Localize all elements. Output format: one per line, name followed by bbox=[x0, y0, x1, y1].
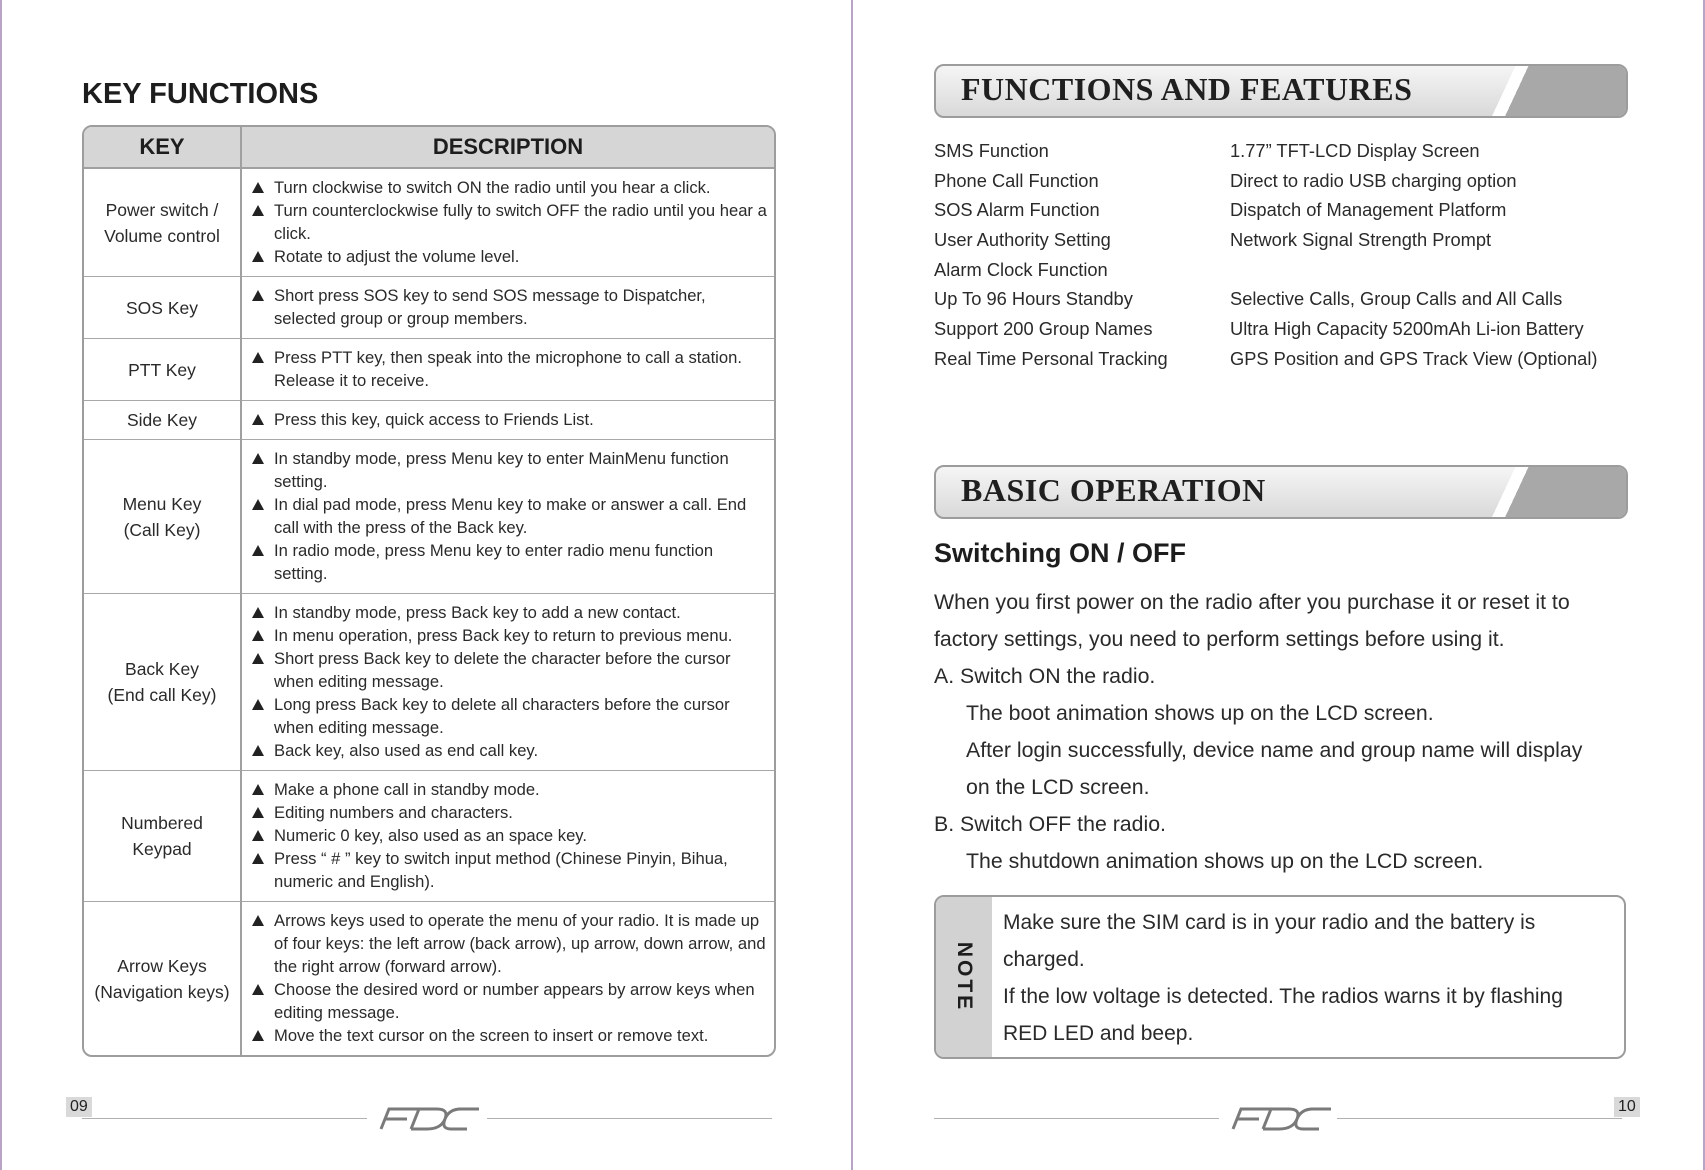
key-name-line: PTT Key bbox=[128, 359, 196, 380]
triangle-bullet-icon bbox=[252, 915, 264, 926]
feature-item: Support 200 Group Names bbox=[934, 318, 1153, 340]
table-row bbox=[84, 401, 774, 440]
description-item bbox=[252, 284, 768, 330]
feature-item: GPS Position and GPS Track View (Optional) bbox=[1230, 347, 1598, 369]
key-name-line: Menu Key bbox=[122, 493, 202, 514]
table-row bbox=[84, 277, 774, 339]
triangle-bullet-icon bbox=[252, 784, 264, 795]
description-column-header: DESCRIPTION bbox=[241, 127, 774, 168]
description-text: In dial pad mode, press Menu key to make or answer a call. End call with the press of the Back key. bbox=[274, 495, 747, 537]
page-number: 09 bbox=[66, 1097, 92, 1117]
description-text: Arrows keys used to operate the menu of your radio. It is made up of four keys: the left arrow (back arrow), up arrow, down arrow, and the right arrow (forward arrow). bbox=[274, 911, 766, 976]
description-item bbox=[252, 493, 768, 539]
description-cell bbox=[241, 339, 774, 401]
note-line: If the low voltage is detected. The radios warns it by flashing bbox=[1003, 985, 1563, 1008]
description-cell bbox=[241, 440, 774, 594]
basic-operation-text bbox=[934, 584, 1634, 880]
triangle-bullet-icon bbox=[252, 653, 264, 664]
key-name-line: Arrow Keys bbox=[117, 955, 207, 976]
note-box bbox=[934, 895, 1626, 1059]
description-item bbox=[252, 199, 768, 245]
table-row bbox=[84, 168, 774, 277]
feature-item: Real Time Personal Tracking bbox=[934, 347, 1168, 369]
page-number: 10 bbox=[1614, 1097, 1640, 1117]
description-cell bbox=[241, 771, 774, 902]
table-row bbox=[84, 594, 774, 771]
description-item bbox=[252, 847, 768, 893]
feature-item: 1.77” TFT-LCD Display Screen bbox=[1230, 140, 1480, 161]
triangle-bullet-icon bbox=[252, 290, 264, 301]
description-text: Press this key, quick access to Friends List. bbox=[274, 410, 594, 429]
key-name-cell bbox=[84, 401, 241, 440]
description-item bbox=[252, 245, 768, 268]
feature-item: Phone Call Function bbox=[934, 169, 1099, 191]
feature-item bbox=[1230, 255, 1634, 285]
body-paragraph: B. Switch OFF the radio. bbox=[934, 812, 1166, 836]
table-row bbox=[84, 771, 774, 902]
body-paragraph: The boot animation shows up on the LCD screen. bbox=[966, 701, 1434, 725]
key-name-line: Keypad bbox=[132, 839, 192, 859]
key-functions-table bbox=[82, 125, 776, 1057]
description-item bbox=[252, 1024, 768, 1047]
switching-heading: Switching ON / OFF bbox=[934, 538, 1186, 568]
fdc-logo bbox=[375, 1105, 480, 1131]
key-name-cell bbox=[84, 902, 241, 1056]
feature-item: Up To 96 Hours Standby bbox=[934, 288, 1133, 310]
body-paragraph: The shutdown animation shows up on the LCD screen. bbox=[966, 849, 1484, 873]
description-text: Back key, also used as end call key. bbox=[274, 741, 539, 760]
section-title: BASIC OPERATION bbox=[961, 472, 1266, 508]
feature-item: User Authority Setting bbox=[934, 229, 1111, 251]
table-row bbox=[84, 339, 774, 401]
description-item bbox=[252, 778, 768, 801]
triangle-bullet-icon bbox=[252, 853, 264, 864]
fdc-logo bbox=[1227, 1105, 1332, 1131]
key-name-line: Volume control bbox=[104, 225, 220, 246]
key-name-line: (Call Key) bbox=[123, 519, 201, 540]
basic-operation-header bbox=[934, 465, 1628, 519]
key-name-cell bbox=[84, 277, 241, 339]
description-item bbox=[252, 824, 768, 847]
triangle-bullet-icon bbox=[252, 699, 264, 710]
description-item bbox=[252, 447, 768, 493]
body-paragraph: When you first power on the radio after you purchase it or reset it to bbox=[934, 590, 1570, 614]
key-name-line: Power switch / bbox=[105, 199, 219, 220]
description-item bbox=[252, 176, 768, 199]
key-name-cell bbox=[84, 168, 241, 277]
features-list bbox=[934, 136, 1634, 374]
description-text: In radio mode, press Menu key to enter radio menu function setting. bbox=[274, 541, 714, 583]
features-section-header bbox=[934, 64, 1628, 118]
note-line: Make sure the SIM card is in your radio and the battery is bbox=[1003, 911, 1536, 934]
triangle-bullet-icon bbox=[252, 545, 264, 556]
section-title: FUNCTIONS AND FEATURES bbox=[961, 71, 1413, 107]
key-column-header: KEY bbox=[84, 127, 241, 168]
triangle-bullet-icon bbox=[252, 352, 264, 363]
description-item bbox=[252, 647, 768, 693]
triangle-bullet-icon bbox=[252, 607, 264, 618]
note-line: charged. bbox=[1003, 948, 1085, 971]
description-cell bbox=[241, 401, 774, 440]
note-line: RED LED and beep. bbox=[1003, 1022, 1194, 1045]
feature-item: SOS Alarm Function bbox=[934, 199, 1100, 221]
triangle-bullet-icon bbox=[252, 1030, 264, 1041]
triangle-bullet-icon bbox=[252, 630, 264, 641]
description-item bbox=[252, 693, 768, 739]
triangle-bullet-icon bbox=[252, 745, 264, 756]
triangle-bullet-icon bbox=[252, 182, 264, 193]
feature-item: SMS Function bbox=[934, 140, 1049, 161]
left-page-border bbox=[0, 0, 2, 1170]
key-name-line: (Navigation keys) bbox=[94, 981, 230, 1002]
key-name-cell bbox=[84, 339, 241, 401]
body-paragraph: factory settings, you need to perform settings before using it. bbox=[934, 627, 1505, 651]
note-label: NOTE bbox=[953, 941, 976, 1013]
table-row bbox=[84, 902, 774, 1056]
feature-item: Alarm Clock Function bbox=[934, 258, 1108, 280]
triangle-bullet-icon bbox=[252, 499, 264, 510]
description-text: Choose the desired word or number appears by arrow keys when editing message. bbox=[274, 980, 755, 1022]
triangle-bullet-icon bbox=[252, 251, 264, 262]
description-cell bbox=[241, 594, 774, 771]
description-item bbox=[252, 346, 768, 392]
description-text: Turn counterclockwise fully to switch OFF the radio until you hear a click. bbox=[274, 201, 767, 243]
description-item bbox=[252, 978, 768, 1024]
description-text: Numeric 0 key, also used as an space key. bbox=[274, 826, 587, 845]
footer-line bbox=[82, 1118, 367, 1119]
description-item bbox=[252, 909, 768, 978]
description-text: Turn clockwise to switch ON the radio until you hear a click. bbox=[274, 178, 711, 197]
footer-line bbox=[934, 1118, 1219, 1119]
description-text: Move the text cursor on the screen to insert or remove text. bbox=[274, 1026, 709, 1045]
description-text: Short press Back key to delete the character before the cursor when editing message. bbox=[274, 649, 731, 691]
triangle-bullet-icon bbox=[252, 205, 264, 216]
description-text: Press PTT key, then speak into the microphone to call a station. Release it to receive. bbox=[274, 348, 742, 390]
feature-item: Ultra High Capacity 5200mAh Li-ion Battery bbox=[1230, 318, 1584, 340]
description-text: In standby mode, press Menu key to enter MainMenu function setting. bbox=[274, 449, 729, 491]
note-tab bbox=[936, 897, 992, 1057]
key-name-line: Numbered bbox=[121, 813, 203, 833]
description-item bbox=[252, 601, 768, 624]
description-text: Short press SOS key to send SOS message to Dispatcher, selected group or group members. bbox=[274, 286, 706, 328]
description-cell bbox=[241, 277, 774, 339]
description-item bbox=[252, 539, 768, 585]
triangle-bullet-icon bbox=[252, 807, 264, 818]
body-paragraph: A. Switch ON the radio. bbox=[934, 664, 1156, 688]
feature-item: Selective Calls, Group Calls and All Calls bbox=[1230, 288, 1563, 310]
key-name-line: SOS Key bbox=[126, 297, 198, 318]
description-text: Rotate to adjust the volume level. bbox=[274, 247, 520, 266]
description-text: Make a phone call in standby mode. bbox=[274, 780, 540, 799]
key-name-cell bbox=[84, 771, 241, 902]
description-item bbox=[252, 801, 768, 824]
description-cell bbox=[241, 168, 774, 277]
triangle-bullet-icon bbox=[252, 830, 264, 841]
key-name-cell bbox=[84, 440, 241, 594]
footer-line bbox=[487, 1118, 772, 1119]
description-text: Long press Back key to delete all characters before the cursor when editing message. bbox=[274, 695, 730, 737]
triangle-bullet-icon bbox=[252, 414, 264, 425]
key-name-line: Side Key bbox=[126, 410, 198, 430]
description-cell bbox=[241, 902, 774, 1056]
note-text bbox=[1003, 904, 1563, 1052]
footer-line bbox=[1337, 1118, 1622, 1119]
feature-item: Network Signal Strength Prompt bbox=[1230, 229, 1492, 251]
feature-item: Dispatch of Management Platform bbox=[1230, 199, 1507, 221]
feature-item: Direct to radio USB charging option bbox=[1230, 169, 1517, 191]
description-item bbox=[252, 408, 768, 431]
key-name-line: (End call Key) bbox=[107, 685, 217, 705]
body-paragraph: After login successfully, device name and group name will display bbox=[966, 738, 1583, 762]
description-text: Editing numbers and characters. bbox=[274, 803, 513, 822]
description-text: Press “ # ” key to switch input method (Chinese Pinyin, Bihua, numeric and English). bbox=[274, 849, 728, 891]
body-paragraph: on the LCD screen. bbox=[966, 775, 1150, 799]
table-row bbox=[84, 440, 774, 594]
triangle-bullet-icon bbox=[252, 984, 264, 995]
page-title: KEY FUNCTIONS bbox=[82, 78, 319, 110]
key-name-line: Back Key bbox=[125, 659, 199, 679]
key-name-cell bbox=[84, 594, 241, 771]
page-divider bbox=[851, 0, 853, 1170]
triangle-bullet-icon bbox=[252, 453, 264, 464]
description-text: In standby mode, press Back key to add a new contact. bbox=[274, 603, 681, 622]
description-text: In menu operation, press Back key to return to previous menu. bbox=[274, 626, 733, 645]
description-item bbox=[252, 624, 768, 647]
description-item bbox=[252, 739, 768, 762]
